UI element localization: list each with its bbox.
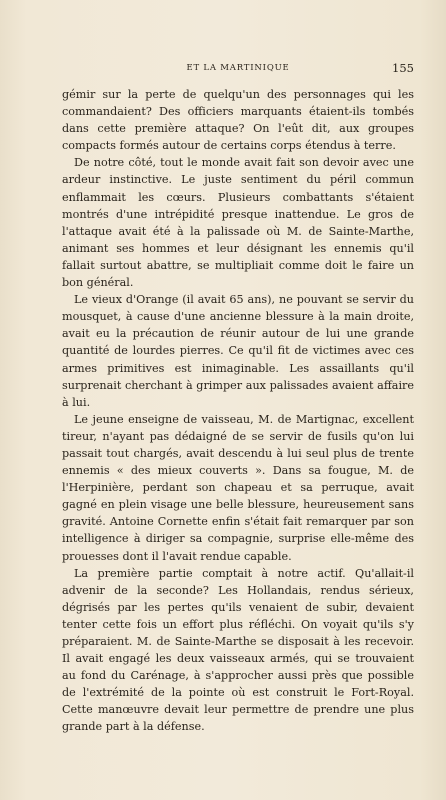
- paragraph: Le vieux d'Orange (il avait 65 ans), ne pouvant se servir du mousquet, à cause d'une ancienne blessure à la main droite, avait eu la précaution de réunir autour de lui une grande quantité de lourdes pierres. Ce qu'il fit de victimes avec ces armes primitives est inimaginable. Les assaillants qu'il surprenait cherchant à grimper aux palissades avaient affaire à lui.: [62, 293, 414, 409]
- page-number: 155: [392, 61, 414, 75]
- body-text: [62, 86, 414, 736]
- running-head: [62, 62, 414, 76]
- paragraph: La première partie comptait à notre actif. Qu'allait-il advenir de la seconde? Les Hollandais, rendus sérieux, dégrisés par les pertes qu'ils venaient de subir, devaient tenter cette fois un effort plus réfléchi. On voyait qu'ils s'y préparaient. M. de Sainte-Marthe se disposait à les recevoir. Il avait engagé les deux vaisseaux armés, qui se trouvaient au fond du Carénage, à s'approcher aussi près que possible de l'extrémité de la pointe où est construit le Fort-Royal. Cette manœuvre devait leur permettre de prendre une plus grande part à la défense.: [62, 566, 414, 734]
- paragraph: Le jeune enseigne de vaisseau, M. de Martignac, excellent tireur, n'ayant pas dédaigné de se servir de fusils qu'on lui passait tout chargés, avait descendu à lui seul plus de trente ennemis « des mieux couverts ». Dans sa fougue, M. de l'Herpinière, perdant son chapeau et sa perruque, avait gagné en plein visage une belle blessure, heureusement sans gravité. Antoine Cornette enfin s'était fait remarquer par son intelligence à diriger sa compagnie, surprise elle-même des prouesses dont il l'avait rendue capable.: [62, 412, 414, 563]
- running-title: ET LA MARTINIQUE: [186, 63, 290, 73]
- paragraph-continued: gémir sur la perte de quelqu'un des personnages qui les commandaient? Des officiers marquants étaient-ils tombés dans cette première attaque? On l'eût dit, aux groupes compacts formés autour de certains corps étendus à terre.: [62, 88, 414, 153]
- paragraph: De notre côté, tout le monde avait fait son devoir avec une ardeur instinctive. Le juste sentiment du péril commun enflammait les cœurs. Plusieurs combattants s'étaient montrés d'une intrépidité presque inattendue. Le gros de l'attaque avait été à la palissade où M. de Sainte-Marthe, animant ses hommes et leur désignant les ennemis qu'il fallait surtout abattre, se multipliait comme doit le faire un bon général.: [62, 156, 414, 290]
